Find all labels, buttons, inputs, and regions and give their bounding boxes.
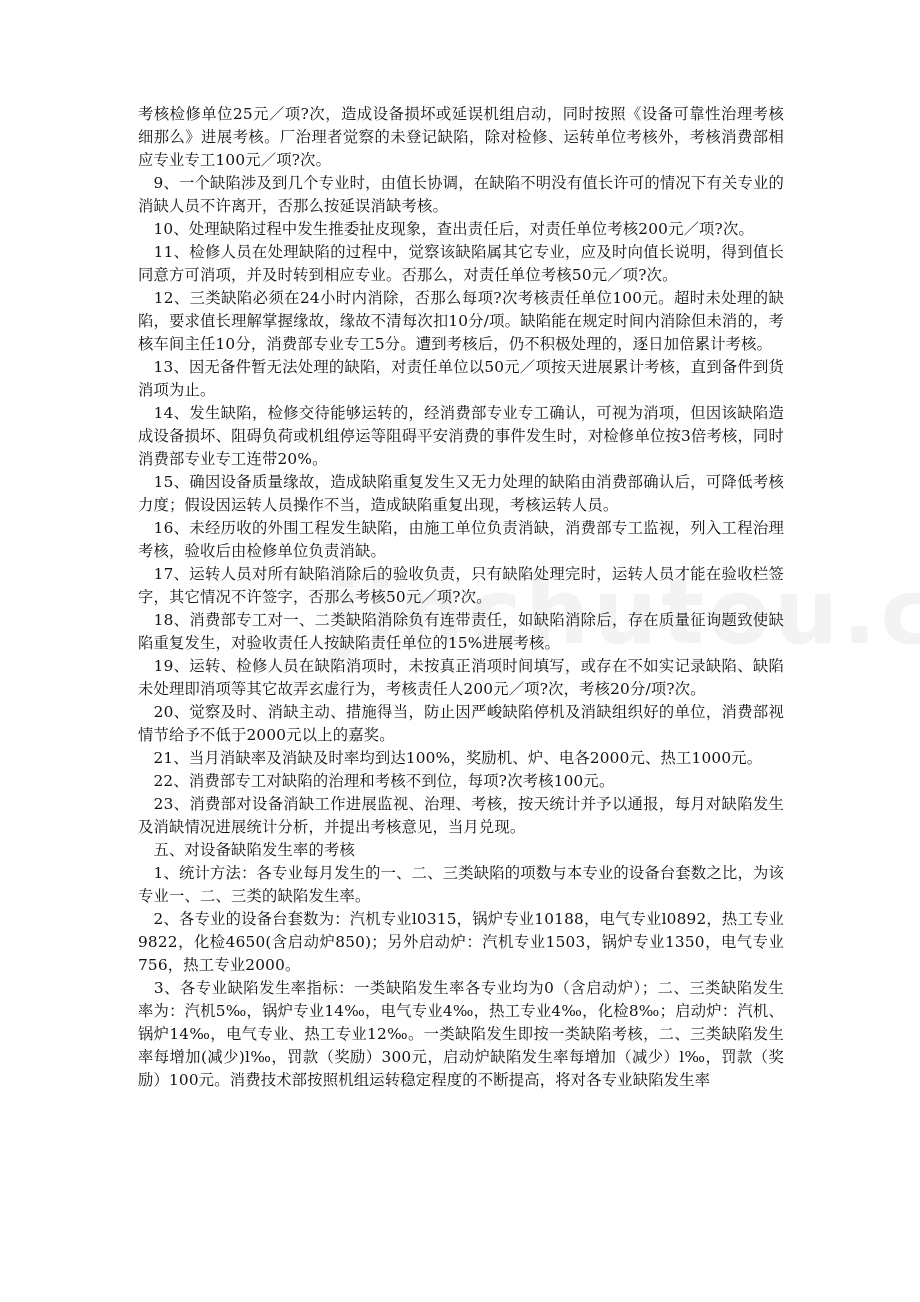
- paragraph: 21、当月消缺率及消缺及时率均到达100%，奖励机、炉、电各2000元、热工1000元。: [138, 749, 763, 767]
- document-body: [138, 103, 784, 1092]
- paragraph: 20、觉察及时、消缺主动、措施得当，防止因严峻缺陷停机及消缺组织好的单位，消费部视情节给予不低于2000元以上的嘉奖。: [138, 703, 784, 744]
- paragraph: 12、三类缺陷必须在24小时内消除，否那么每项?次考核责任单位100元。超时未处理的缺陷，要求值长理解掌握缘故，缘故不清每次扣10分/项。缺陷能在规定时间内消除但未消的，考核车间主任10分，消费部专业专工5分。遭到考核后，仍不积极处理的，逐日加倍累计考核。: [138, 289, 784, 353]
- paragraph: 13、因无备件暂无法处理的缺陷，对责任单位以50元／项按天进展累计考核，直到备件到货消项为止。: [138, 358, 784, 399]
- paragraph: 14、发生缺陷，检修交待能够运转的，经消费部专业专工确认，可视为消项，但因该缺陷造成设备损坏、阻碍负荷或机组停运等阻碍平安消费的事件发生时，对检修单位按3倍考核，同时消费部专业专工连带20%。: [138, 404, 784, 468]
- paragraph: 3、各专业缺陷发生率指标：一类缺陷发生率各专业均为0（含启动炉）；二、三类缺陷发生率为：汽机5‰，锅炉专业14‰，电气专业4‰，热工专业4‰，化检8‰；启动炉：汽机、锅炉14‰，电气专业、热工专业12‰。一类缺陷发生即按一类缺陷考核，二、三类缺陷发生率每增加(减少)l‰，罚款（奖励）300元，启动炉缺陷发生率每增加（减少）l‰，罚款（奖励）100元。消费技术部按照机组运转稳定程度的不断提高，将对各专业缺陷发生率: [138, 979, 784, 1089]
- paragraph: 23、消费部对设备消缺工作进展监视、治理、考核，按天统计并予以通报，每月对缺陷发生及消缺情况进展统计分析，并提出考核意见，当月兑现。: [138, 795, 784, 836]
- paragraph: 1、统计方法：各专业每月发生的一、二、三类缺陷的项数与本专业的设备台套数之比，为该专业一、二、三类的缺陷发生率。: [138, 864, 784, 905]
- paragraph: 9、一个缺陷涉及到几个专业时，由值长协调，在缺陷不明没有值长许可的情况下有关专业的消缺人员不许离开，否那么按延误消缺考核。: [138, 174, 784, 215]
- paragraph: 10、处理缺陷过程中发生推委扯皮现象，查出责任后，对责任单位考核200元／项?次。: [138, 220, 754, 238]
- paragraph: 18、消费部专工对一、二类缺陷消除负有连带责任，如缺陷消除后，存在质量征询题致使缺陷重复发生，对验收责任人按缺陷责任单位的15%进展考核。: [138, 611, 784, 652]
- paragraph: 17、运转人员对所有缺陷消除后的验收负责，只有缺陷处理完时，运转人员才能在验收栏签字，其它情况不许签字，否那么考核50元／项?次。: [138, 565, 784, 606]
- paragraph: 16、未经历收的外围工程发生缺陷，由施工单位负责消缺，消费部专工监视，列入工程治理考核，验收后由检修单位负责消缺。: [138, 519, 784, 560]
- section-heading: 五、对设备缺陷发生率的考核: [138, 841, 355, 859]
- paragraph: 2、各专业的设备台套数为：汽机专业l0315，锅炉专业10188，电气专业l0892，热工专业9822，化检4650(含启动炉850)；另外启动炉：汽机专业1503，锅炉专业1350，电气专业756，热工专业2000。: [138, 910, 784, 974]
- paragraph: 19、运转、检修人员在缺陷消项时，未按真正消项时间填写，或存在不如实记录缺陷、缺陷未处理即消项等其它故弄玄虚行为，考核责任人200元／项?次，考核20分/项?次。: [138, 657, 784, 698]
- paragraph: 22、消费部专工对缺陷的治理和考核不到位，每项?次考核100元。: [138, 772, 615, 790]
- paragraph: 考核检修单位25元／项?次，造成设备损坏或延误机组启动，同时按照《设备可靠性治理考核细那么》进展考核。厂治理者觉察的未登记缺陷，除对检修、运转单位考核外，考核消费部相应专业专工100元／项?次。: [138, 105, 784, 169]
- paragraph: 15、确因设备质量缘故，造成缺陷重复发生又无力处理的缺陷由消费部确认后，可降低考核力度；假设因运转人员操作不当，造成缺陷重复出现，考核运转人员。: [138, 473, 784, 514]
- paragraph: 11、检修人员在处理缺陷的过程中，觉察该缺陷属其它专业，应及时向值长说明，得到值长同意方可消项，并及时转到相应专业。否那么，对责任单位考核50元／项?次。: [138, 243, 784, 284]
